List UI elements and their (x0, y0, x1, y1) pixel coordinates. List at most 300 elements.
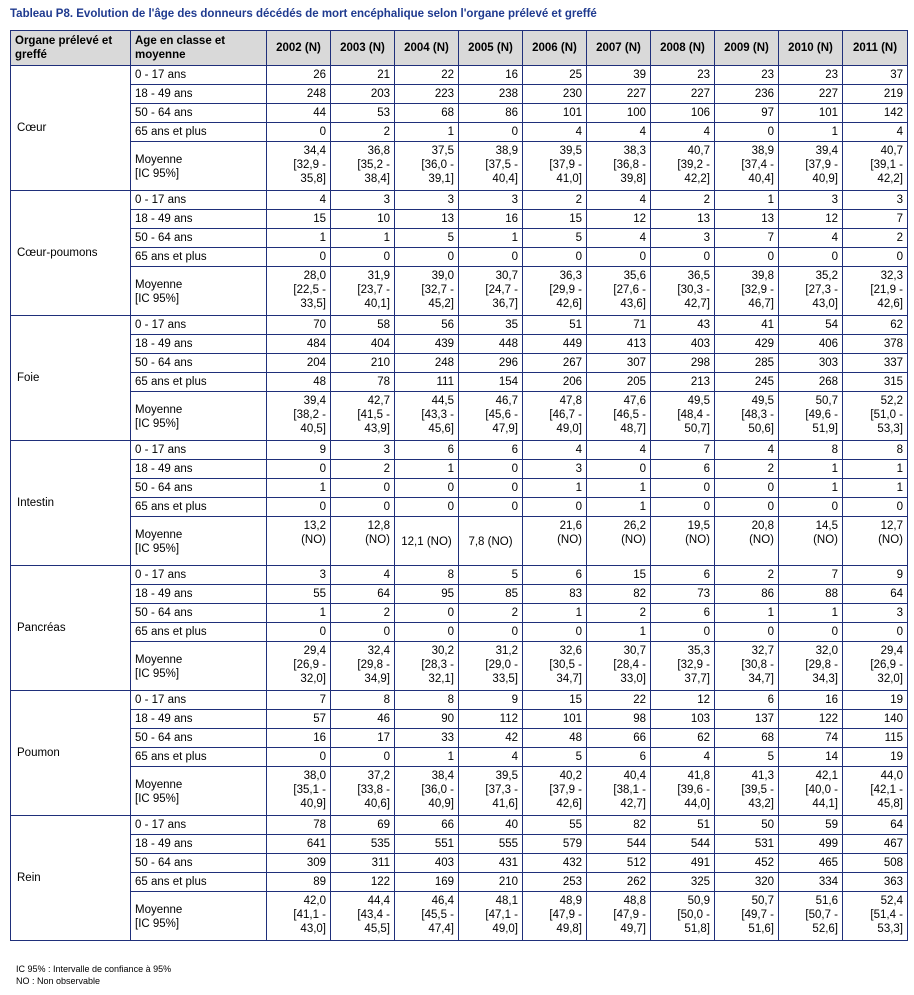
value-cell: 227 (779, 85, 843, 104)
value-cell: 0 (267, 498, 331, 517)
age-class-cell: 65 ans et plus (131, 498, 267, 517)
value-cell: 0 (331, 479, 395, 498)
age-class-cell: 50 - 64 ans (131, 854, 267, 873)
table-row (11, 354, 908, 373)
value-cell: 88 (779, 585, 843, 604)
mean-value-line: [32,9 - (677, 659, 710, 671)
table-row (11, 566, 908, 585)
value-cell: 69 (331, 816, 395, 835)
value-cell: 285 (715, 354, 779, 373)
value-cell: 267 (523, 354, 587, 373)
mean-value-line: 44,5 (431, 395, 454, 407)
value-cell: 0 (267, 123, 331, 142)
mean-value-line: 43,2] (748, 798, 774, 810)
mean-value-line: 41,8 (687, 770, 710, 782)
mean-value-cell (779, 142, 843, 191)
value-cell: 0 (779, 248, 843, 267)
mean-row (11, 517, 908, 566)
mean-value-cell (395, 392, 459, 441)
mean-value-line: 12,8 (367, 520, 390, 532)
table-row (11, 604, 908, 623)
mean-value-cell (715, 142, 779, 191)
mean-value-line: 34,7] (556, 673, 582, 685)
value-cell: 5 (395, 229, 459, 248)
mean-label: Moyenne (135, 279, 183, 291)
mean-value-line: 44,0 (880, 770, 903, 782)
value-cell: 431 (459, 854, 523, 873)
mean-value-line: [21,9 - (870, 284, 903, 296)
age-class-cell: 0 - 17 ans (131, 191, 267, 210)
mean-value-cell (843, 267, 908, 316)
mean-value-line: 38,4 (431, 770, 454, 782)
mean-value-cell (395, 517, 459, 566)
mean-value-line: 40,7 (687, 145, 710, 157)
mean-value-line: [39,5 - (741, 784, 774, 796)
mean-value-cell (523, 892, 587, 941)
mean-value-line: 50,7] (684, 423, 710, 435)
value-cell: 71 (587, 316, 651, 335)
mean-value-cell (331, 142, 395, 191)
mean-value-line: [37,9 - (549, 784, 582, 796)
value-cell: 1 (267, 604, 331, 623)
value-cell: 1 (395, 748, 459, 767)
mean-value-line: [37,9 - (805, 159, 838, 171)
mean-label: Moyenne (135, 654, 183, 666)
mean-value-line: 38,9 (751, 145, 774, 157)
value-cell: 2 (715, 566, 779, 585)
value-cell: 403 (651, 335, 715, 354)
value-cell: 579 (523, 835, 587, 854)
mean-value-line: (NO) (685, 534, 710, 546)
mean-value-line: [39,2 - (677, 159, 710, 171)
mean-value-line: 48,9 (559, 895, 582, 907)
value-cell: 0 (331, 498, 395, 517)
ci-label: [IC 95%] (135, 918, 180, 930)
value-cell: 203 (331, 85, 395, 104)
value-cell: 5 (523, 229, 587, 248)
age-class-cell: 18 - 49 ans (131, 585, 267, 604)
table-row (11, 623, 908, 642)
mean-value-cell (331, 267, 395, 316)
mean-value-line: [30,8 - (741, 659, 774, 671)
mean-value-cell (523, 392, 587, 441)
mean-value-line: [50,0 - (677, 909, 710, 921)
mean-value-line: 41,0] (556, 173, 582, 185)
value-cell: 3 (843, 604, 908, 623)
mean-value-line: 39,5 (559, 145, 582, 157)
value-cell: 19 (843, 748, 908, 767)
age-class-cell: 65 ans et plus (131, 123, 267, 142)
value-cell: 544 (651, 835, 715, 854)
mean-value-line: 49,0] (492, 923, 518, 935)
mean-value-line: 40,4 (623, 770, 646, 782)
value-cell: 33 (395, 729, 459, 748)
mean-value-cell (587, 642, 651, 691)
header-year: 2003 (N) (331, 31, 395, 66)
value-cell: 6 (459, 441, 523, 460)
value-cell: 48 (267, 373, 331, 392)
value-cell: 448 (459, 335, 523, 354)
mean-value-line: 32,1] (428, 673, 454, 685)
mean-value-line: 41,3 (751, 770, 774, 782)
value-cell: 0 (843, 498, 908, 517)
value-cell: 4 (651, 748, 715, 767)
value-cell: 0 (587, 460, 651, 479)
value-cell: 248 (267, 85, 331, 104)
value-cell: 210 (459, 873, 523, 892)
mean-value-cell (267, 392, 331, 441)
mean-value-line: 48,8 (623, 895, 646, 907)
value-cell: 0 (651, 623, 715, 642)
mean-value-line: 34,3] (812, 673, 838, 685)
mean-row (11, 142, 908, 191)
mean-value-line: [43,3 - (421, 409, 454, 421)
mean-value-line: [47,1 - (485, 909, 518, 921)
value-cell: 227 (587, 85, 651, 104)
value-cell: 3 (459, 191, 523, 210)
header-year: 2002 (N) (267, 31, 331, 66)
mean-value-cell (459, 267, 523, 316)
value-cell: 4 (779, 229, 843, 248)
mean-value-line: 35,8] (300, 173, 326, 185)
mean-value-cell (715, 267, 779, 316)
value-cell: 413 (587, 335, 651, 354)
mean-value-cell (459, 142, 523, 191)
mean-value-cell (715, 892, 779, 941)
table-row (11, 66, 908, 85)
value-cell: 206 (523, 373, 587, 392)
age-class-cell: 18 - 49 ans (131, 710, 267, 729)
value-cell: 210 (331, 354, 395, 373)
mean-value-line: 32,0] (300, 673, 326, 685)
mean-value-line: 14,5 (815, 520, 838, 532)
mean-value-line: 42,6] (556, 298, 582, 310)
mean-value-line: [35,1 - (293, 784, 326, 796)
header-year: 2011 (N) (843, 31, 908, 66)
mean-value-line: 40,6] (364, 798, 390, 810)
value-cell: 74 (779, 729, 843, 748)
value-cell: 0 (651, 498, 715, 517)
value-cell: 154 (459, 373, 523, 392)
age-class-cell: 65 ans et plus (131, 623, 267, 642)
table-row (11, 248, 908, 267)
value-cell: 10 (331, 210, 395, 229)
value-cell: 0 (523, 498, 587, 517)
mean-value-cell (843, 517, 908, 566)
table-row (11, 85, 908, 104)
table-row (11, 691, 908, 710)
mean-value-cell (395, 142, 459, 191)
mean-value-line: 50,7 (751, 895, 774, 907)
mean-value-line: (NO) (813, 534, 838, 546)
mean-value-line: 44,4 (367, 895, 390, 907)
mean-value-line: [26,9 - (293, 659, 326, 671)
value-cell: 4 (267, 191, 331, 210)
ci-label: [IC 95%] (135, 668, 180, 680)
mean-value-cell (587, 392, 651, 441)
value-cell: 484 (267, 335, 331, 354)
mean-value-line: [49,6 - (805, 409, 838, 421)
value-cell: 0 (715, 479, 779, 498)
mean-value-line: 51,6] (748, 923, 774, 935)
value-cell: 64 (843, 585, 908, 604)
value-cell: 4 (587, 229, 651, 248)
mean-value-line: [37,4 - (741, 159, 774, 171)
mean-value-line: [27,3 - (805, 284, 838, 296)
value-cell: 0 (395, 498, 459, 517)
mean-value-line: 47,8 (559, 395, 582, 407)
mean-value-cell (395, 267, 459, 316)
footnote-no: NO : Non observable (16, 976, 101, 986)
mean-value-line: 42,7] (684, 298, 710, 310)
mean-value-line: [37,5 - (485, 159, 518, 171)
mean-value-line: 46,4 (431, 895, 454, 907)
value-cell: 2 (459, 604, 523, 623)
mean-value-line: 36,3 (559, 270, 582, 282)
mean-value-line: 31,9 (367, 270, 390, 282)
value-cell: 54 (779, 316, 843, 335)
age-class-cell: 50 - 64 ans (131, 104, 267, 123)
mean-value-line: [36,0 - (421, 159, 454, 171)
value-cell: 1 (779, 479, 843, 498)
mean-value-line: [45,5 - (421, 909, 454, 921)
mean-value-line: 51,8] (684, 923, 710, 935)
value-cell: 0 (715, 498, 779, 517)
value-cell: 449 (523, 335, 587, 354)
value-cell: 2 (715, 460, 779, 479)
value-cell: 7 (267, 691, 331, 710)
mean-value-line: 49,7] (620, 923, 646, 935)
age-class-cell: 65 ans et plus (131, 873, 267, 892)
mean-value-cell (459, 392, 523, 441)
value-cell: 309 (267, 854, 331, 873)
value-cell: 7 (779, 566, 843, 585)
organ-cell: Cœur (11, 66, 131, 191)
mean-value-line: 49,0] (556, 423, 582, 435)
value-cell: 429 (715, 335, 779, 354)
mean-value-line: [43,4 - (357, 909, 390, 921)
mean-value-line: [48,4 - (677, 409, 710, 421)
mean-value-line: 49,5 (751, 395, 774, 407)
value-cell: 25 (523, 66, 587, 85)
mean-value-line: 12,7 (880, 520, 903, 532)
data-table (10, 30, 908, 941)
mean-value-line: [32,9 - (741, 284, 774, 296)
mean-value-line: [36,8 - (613, 159, 646, 171)
table-title: Tableau P8. Evolution de l'âge des donneurs décédés de mort encéphalique selon l'organe prélevé et greffé (10, 8, 597, 20)
value-cell: 1 (395, 460, 459, 479)
table-row (11, 498, 908, 517)
header-organ: Organe prélevé et greffé (11, 31, 131, 66)
value-cell: 58 (331, 316, 395, 335)
mean-value-line: 46,7] (748, 298, 774, 310)
value-cell: 100 (587, 104, 651, 123)
mean-value-line: 39,1] (428, 173, 454, 185)
value-cell: 325 (651, 873, 715, 892)
value-cell: 404 (331, 335, 395, 354)
value-cell: 4 (587, 191, 651, 210)
mean-value-line: [47,9 - (613, 909, 646, 921)
mean-value-line: 53,3] (877, 923, 903, 935)
mean-value-cell (459, 892, 523, 941)
mean-value-cell (651, 642, 715, 691)
header-year: 2008 (N) (651, 31, 715, 66)
mean-value-line: (NO) (621, 534, 646, 546)
value-cell: 337 (843, 354, 908, 373)
mean-value-cell (779, 517, 843, 566)
value-cell: 8 (843, 441, 908, 460)
value-cell: 140 (843, 710, 908, 729)
value-cell: 535 (331, 835, 395, 854)
value-cell: 66 (395, 816, 459, 835)
mean-value-line: [28,3 - (421, 659, 454, 671)
value-cell: 1 (715, 191, 779, 210)
mean-value-line: [38,1 - (613, 784, 646, 796)
value-cell: 253 (523, 873, 587, 892)
mean-label: Moyenne (135, 904, 183, 916)
value-cell: 112 (459, 710, 523, 729)
value-cell: 7 (715, 229, 779, 248)
value-cell: 64 (331, 585, 395, 604)
mean-value-line: 42,7 (367, 395, 390, 407)
value-cell: 14 (779, 748, 843, 767)
value-cell: 2 (331, 604, 395, 623)
age-class-cell: 18 - 49 ans (131, 835, 267, 854)
value-cell: 169 (395, 873, 459, 892)
mean-value-line: (NO) (878, 534, 903, 546)
value-cell: 491 (651, 854, 715, 873)
value-cell: 4 (843, 123, 908, 142)
value-cell: 56 (395, 316, 459, 335)
mean-value-line: 43,6] (620, 298, 646, 310)
value-cell: 320 (715, 873, 779, 892)
value-cell: 2 (331, 123, 395, 142)
value-cell: 0 (267, 248, 331, 267)
footnotes (16, 963, 171, 987)
value-cell: 334 (779, 873, 843, 892)
mean-value-line: 40,4] (748, 173, 774, 185)
value-cell: 64 (843, 816, 908, 835)
mean-value-line: 38,4] (364, 173, 390, 185)
value-cell: 97 (715, 104, 779, 123)
mean-value-line: [33,8 - (357, 784, 390, 796)
mean-value-line: 40,4] (492, 173, 518, 185)
value-cell: 101 (523, 104, 587, 123)
mean-value-line: (NO) (301, 534, 326, 546)
table-row (11, 460, 908, 479)
organ-cell: Cœur-poumons (11, 191, 131, 316)
value-cell: 4 (587, 441, 651, 460)
value-cell: 406 (779, 335, 843, 354)
mean-value-line: 37,5 (431, 145, 454, 157)
mean-value-line: 39,8 (751, 270, 774, 282)
organ-cell: Foie (11, 316, 131, 441)
mean-value-cell (715, 517, 779, 566)
value-cell: 15 (523, 691, 587, 710)
mean-value-line: [36,0 - (421, 784, 454, 796)
organ-cell: Rein (11, 816, 131, 941)
mean-value-cell (651, 517, 715, 566)
table-row (11, 873, 908, 892)
value-cell: 213 (651, 373, 715, 392)
mean-value-cell (523, 267, 587, 316)
value-cell: 7 (651, 441, 715, 460)
mean-value-line: 38,3 (623, 145, 646, 157)
mean-value-line: 29,4 (303, 645, 326, 657)
mean-value-line: [35,2 - (357, 159, 390, 171)
value-cell: 452 (715, 854, 779, 873)
value-cell: 15 (587, 566, 651, 585)
mean-label-cell (131, 642, 267, 691)
mean-value-line: 45,2] (428, 298, 454, 310)
value-cell: 0 (843, 623, 908, 642)
mean-value-line: 39,5 (495, 770, 518, 782)
age-class-cell: 65 ans et plus (131, 748, 267, 767)
mean-row (11, 642, 908, 691)
age-class-cell: 0 - 17 ans (131, 66, 267, 85)
age-class-cell: 0 - 17 ans (131, 566, 267, 585)
value-cell: 219 (843, 85, 908, 104)
mean-value-line: 49,8] (556, 923, 582, 935)
value-cell: 245 (715, 373, 779, 392)
value-cell: 2 (331, 460, 395, 479)
value-cell: 268 (779, 373, 843, 392)
mean-value-line: 30,7 (623, 645, 646, 657)
mean-value-line: [30,3 - (677, 284, 710, 296)
mean-value-line: 29,4 (880, 645, 903, 657)
value-cell: 1 (587, 623, 651, 642)
value-cell: 13 (651, 210, 715, 229)
mean-row (11, 892, 908, 941)
value-cell: 22 (395, 66, 459, 85)
value-cell: 23 (651, 66, 715, 85)
value-cell: 512 (587, 854, 651, 873)
value-cell: 3 (395, 191, 459, 210)
mean-value-cell (331, 767, 395, 816)
value-cell: 204 (267, 354, 331, 373)
value-cell: 0 (523, 623, 587, 642)
value-cell: 5 (715, 748, 779, 767)
value-cell: 315 (843, 373, 908, 392)
value-cell: 103 (651, 710, 715, 729)
age-class-cell: 18 - 49 ans (131, 210, 267, 229)
value-cell: 78 (331, 373, 395, 392)
value-cell: 0 (651, 479, 715, 498)
value-cell: 1 (843, 460, 908, 479)
mean-value-line: 35,6 (623, 270, 646, 282)
mean-value-line: 47,4] (428, 923, 454, 935)
mean-label: Moyenne (135, 779, 183, 791)
value-cell: 6 (523, 566, 587, 585)
value-cell: 6 (587, 748, 651, 767)
age-class-cell: 50 - 64 ans (131, 229, 267, 248)
value-cell: 2 (843, 229, 908, 248)
mean-label-cell (131, 517, 267, 566)
value-cell: 23 (715, 66, 779, 85)
mean-value-line: [23,7 - (357, 284, 390, 296)
mean-label: Moyenne (135, 154, 183, 166)
mean-value-line: [29,8 - (357, 659, 390, 671)
value-cell: 0 (715, 123, 779, 142)
value-cell: 551 (395, 835, 459, 854)
mean-value-line: 36,7] (492, 298, 518, 310)
value-cell: 8 (779, 441, 843, 460)
mean-value-line: 49,5 (687, 395, 710, 407)
value-cell: 1 (267, 229, 331, 248)
mean-value-cell (843, 642, 908, 691)
mean-value-line: 37,2 (367, 770, 390, 782)
value-cell: 59 (779, 816, 843, 835)
